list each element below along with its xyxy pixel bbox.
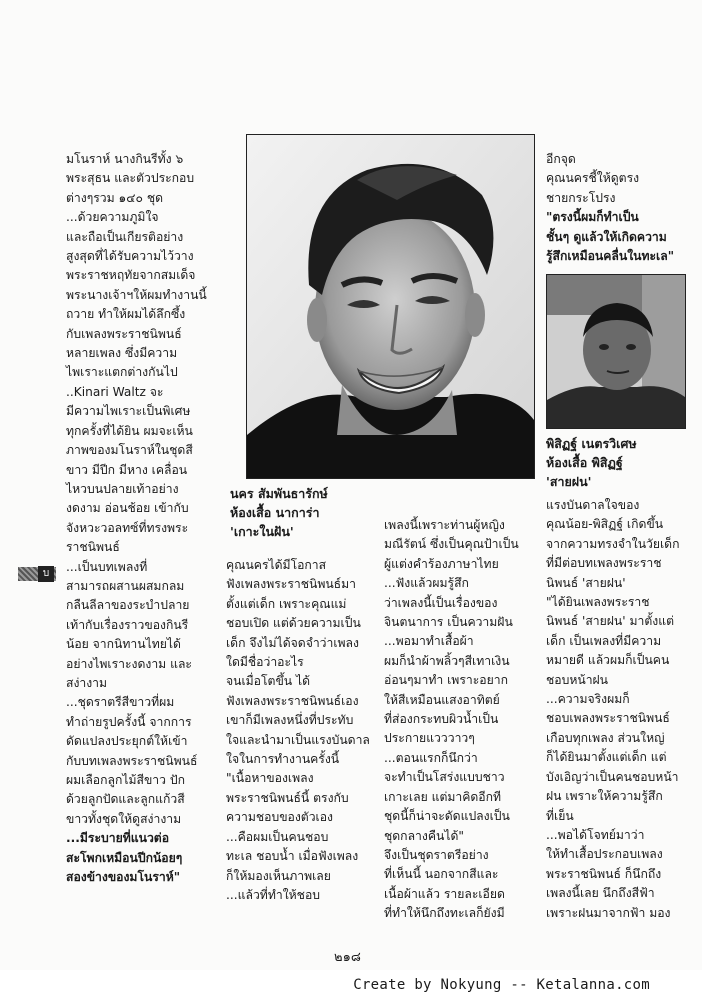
text-line: ชอบเปิด แต่ด้วยความเป็น [226, 616, 361, 631]
text-line: จินตนาการ เป็นความฝัน [384, 615, 513, 630]
text-line: จนเมื่อโตขึ้น ได้ [226, 674, 311, 689]
text-line: อีกจุด [546, 152, 576, 166]
credit-line: Create by Nokyung -- Ketalanna.com [0, 970, 702, 1000]
text-line: เด็ก เป็นเพลงที่มีความ [546, 633, 662, 648]
caption-name: นคร สัมพันธารักษ์ [230, 486, 328, 501]
text-line: สามารถผสานผสมกลม [66, 578, 185, 593]
text-line: ...ตอนแรกก็นึกว่า [384, 750, 478, 765]
text-line: ชายกระโปรง [546, 190, 616, 205]
photo-caption-nakhon [230, 484, 380, 541]
text-line: ที่เห็นนี้ นอกจากสีและ [384, 867, 499, 882]
text-line: ฟังเพลงพระราชนิพนธ์เอง [226, 693, 359, 708]
text-line: พระสุธน และตัวประกอบ [66, 171, 195, 186]
text-line: คุณนครชี้ให้ดูตรง [546, 171, 640, 186]
portrait-photo-pisit [546, 274, 686, 429]
text-line: ...ความจริงผมก็ [546, 692, 630, 707]
text-line: เนื้อผ้าแล้ว รายละเอียด [384, 886, 505, 901]
text-line: นิพนธ์ 'สายฝน' มาตั้งแต่ [546, 614, 674, 629]
text-line: ด้วยลูกปัดและลูกแก้วสี [66, 792, 185, 807]
text-line: พระนางเจ้าฯให้ผมทำงานนี้ [66, 287, 207, 302]
text-line: พระราชนิพนธ์ ก็นึกถึง [546, 866, 662, 881]
text-line: มณีรัตน์ ซึ่งเป็นคุณป้าเป็น [384, 537, 519, 552]
caption-name: พิสิฏฐ์ เนตรวิเศษ [546, 436, 637, 451]
text-line: บังเอิญว่าเป็นคนชอบหน้า [546, 769, 679, 784]
text-line: ชุดกลางคืนได้" [384, 828, 464, 843]
text-line: "ได้ยินเพลงพระราช [546, 595, 650, 610]
text-line: ทำถ่ายรูปครั้งนี้ จากการ [66, 714, 192, 729]
text-line: จึงเป็นชุดราตรีอย่าง [384, 847, 489, 862]
text-line: อ่อนๆมาทำ เพราะอยาก [384, 673, 508, 688]
text-line: ชั้นๆ ดูแล้วให้เกิดความ [546, 229, 667, 244]
text-line: ชอบหน้าฝน [546, 672, 609, 687]
text-line: ฝน เพราะให้ความรู้สึก [546, 789, 663, 804]
text-line: แรงบันดาลใจของ [546, 498, 640, 512]
text-line: ...พอมาทำเสื้อผ้า [384, 634, 474, 649]
portrait-photo-nakhon [246, 134, 535, 479]
caption-boutique: ห้องเสื้อ นาการ่า [230, 505, 320, 520]
text-line: "ตรงนี้ผมก็ทำเป็น [546, 210, 639, 225]
text-line: หมายดี แล้วผมก็เป็นคน [546, 653, 670, 668]
text-line: ผมเลือกลูกไม้สีขาว ปัก [66, 773, 185, 787]
text-line: มีความไพเราะเป็นพิเศษ [66, 404, 191, 419]
text-line: ไพเราะแตกต่างกันไป [66, 365, 178, 380]
text-line: มโนราห์ นางกินรีทั้ง ๖ [66, 152, 184, 166]
text-line: และถือเป็นเกียรติอย่าง [66, 229, 184, 244]
text-line: ..Kinari Waltz จะ [66, 384, 164, 399]
text-line: ชอบเพลงพระราชนิพนธ์ [546, 711, 670, 726]
text-line: พระราชหฤทัยจากสมเด็จ [66, 268, 196, 283]
article-column-4-bottom [546, 496, 696, 923]
text-line: ก็ได้ยินมาตั้งแต่เด็ก แต่ [546, 750, 667, 765]
text-line: ...พอได้โจทย์มาว่า [546, 827, 645, 842]
text-line: หลายเพลง ซึ่งมีความ [66, 346, 178, 361]
text-line: ถวาย ทำให้ผมได้ลึกซึ้ง [66, 307, 186, 322]
text-line: เกือบทุกเพลง ส่วนใหญ่ [546, 730, 665, 745]
text-line: ความชอบของตัวเอง [226, 810, 333, 825]
article-column-2 [226, 556, 378, 905]
text-line: ให้สีเหมือนแสงอาทิตย์ [384, 692, 500, 707]
text-line: "เนื้อหาของเพลง [226, 771, 314, 786]
text-line: ที่เย็น [546, 808, 574, 823]
text-line: พระราชนิพนธ์นี้ ตรงกับ [226, 790, 349, 805]
text-line: จะทำเป็นโสร่งแบบชาว [384, 770, 505, 785]
text-line: อย่างไพเราะงดงาม และ [66, 656, 192, 671]
text-line: ขาว มีปีก มีหาง เคลื่อน [66, 462, 188, 477]
text-line: ต่างๆรวม ๑๔๐ ชุด [66, 190, 164, 205]
text-line: ให้ทำเสื้อประกอบเพลง [546, 847, 663, 862]
text-line: เขาก็มีเพลงหนึ่งที่ประทับ [226, 713, 354, 728]
text-line: ขาวทั้งชุดให้ดูสง่างาม [66, 811, 182, 826]
caption-collection: 'เกาะในฝัน' [230, 524, 294, 539]
text-line: ใจและนำมาเป็นแรงบันดาล [226, 732, 370, 747]
text-line: สะโพกเหมือนปีกน้อยๆ [66, 850, 183, 865]
portrait-image-small [547, 275, 685, 428]
text-line: ...เป็นบทเพลงที่ [66, 559, 148, 574]
text-line: ก็ให้มองเห็นภาพเลย [226, 868, 331, 883]
text-line: ...แล้วที่ทำให้ชอบ [226, 887, 321, 902]
text-line: ฟังเพลงพระราชนิพนธ์มา [226, 577, 356, 592]
text-line: ผู้แต่งคำร้องภาษาไทย [384, 556, 499, 571]
text-line: ...มีระบายที่แนวต่อ [66, 831, 170, 846]
text-line: เพลงนี้เพราะท่านผู้หญิง [384, 518, 505, 532]
text-line: ใดมีชื่อว่าอะไร [226, 655, 304, 670]
text-line: ที่มีต่อบทเพลงพระราช [546, 556, 662, 571]
text-line: สูงสุดที่ได้รับความไว้วาง [66, 249, 194, 264]
text-line: กลืนลีลาของระบำปลาย [66, 598, 190, 613]
text-line: จากความทรงจำในวัยเด็ก [546, 536, 680, 551]
text-line: ผมก็นำผ้าพลิ้วๆสีเทาเงิน [384, 653, 510, 668]
text-line: ดัดแปลงประยุกต์ให้เข้า [66, 734, 188, 749]
text-line: สองข้างของมโนราห์" [66, 870, 181, 885]
text-line: รู้สึกเหมือนคลื่นในทะเล" [546, 249, 675, 264]
text-line: ที่ทำให้นึกถึงทะเลก็ยังมี [384, 906, 505, 921]
caption-boutique: ห้องเสื้อ พิสิฏฐ์ [546, 455, 623, 470]
photo-caption-pisit [546, 434, 696, 491]
text-line: ทุกครั้งที่ได้ยิน ผมจะเห็น [66, 423, 193, 438]
text-line: น้อย จากนิทานไทยได้ [66, 637, 181, 652]
page-number: ๒๑๘ [334, 950, 361, 965]
text-line: เพลงนี้เลย นึกถึงสีฟ้า [546, 886, 655, 901]
portrait-image [247, 135, 534, 478]
text-line: ...ด้วยความภูมิใจ [66, 210, 159, 225]
text-line: เด็ก จึงไม่ได้จดจำว่าเพลง [226, 635, 359, 650]
text-line: คุณน้อย-พิสิฏฐ์ เกิดขึ้น [546, 517, 664, 532]
text-line: ทะเล ชอบน้ำ เมื่อฟังเพลง [226, 849, 359, 864]
text-line: ภาพของมโนราห์ในชุดสี [66, 443, 193, 458]
text-line: ...ชุดราตรีสีขาวที่ผม [66, 695, 175, 710]
article-column-4-top [546, 150, 696, 266]
text-line: นิพนธ์ 'สายฝน' [546, 575, 626, 590]
text-line: ไหวบนปลายเท้าอย่าง [66, 481, 179, 496]
caption-collection: 'สายฝน' [546, 474, 592, 489]
text-line: ประกายแวววาวๆ [384, 731, 475, 746]
article-column-1 [66, 150, 216, 887]
text-line: กับบทเพลงพระราชนิพนธ์ [66, 753, 198, 768]
text-line: เพราะฝนมาจากฟ้า มอง [546, 905, 671, 920]
text-line: สง่างาม [66, 675, 108, 690]
text-line: เท้ากับเรื่องราวของกินรี [66, 617, 189, 632]
text-line: คุณนครได้มีโอกาส [226, 558, 327, 572]
article-column-3 [384, 516, 536, 924]
text-line: ราชนิพนธ์ [66, 540, 120, 555]
text-line: งดงาม อ่อนช้อย เข้ากับ [66, 501, 189, 516]
text-line: เกาะเลย แต่มาคิดอีกที [384, 789, 502, 804]
section-tab-label: บ [38, 566, 54, 582]
text-line: ชุดนี้ก็น่าจะดัดแปลงเป็น [384, 809, 510, 824]
text-line: ที่ส่องกระทบผิวน้ำเป็น [384, 712, 499, 727]
text-line: ตั้งแต่เด็ก เพราะคุณแม่ [226, 596, 347, 611]
text-line: ...คือผมเป็นคนชอบ [226, 829, 329, 844]
text-line: ...ฟังแล้วผมรู้สึก [384, 576, 469, 591]
text-line: กับเพลงพระราชนิพนธ์ [66, 326, 182, 341]
text-line: ว่าเพลงนี้เป็นเรื่องของ [384, 595, 498, 610]
text-line: ใจในการทำงานครั้งนี้ [226, 752, 340, 767]
text-line: จังหวะวอลทซ์ที่ทรงพระ [66, 520, 189, 535]
